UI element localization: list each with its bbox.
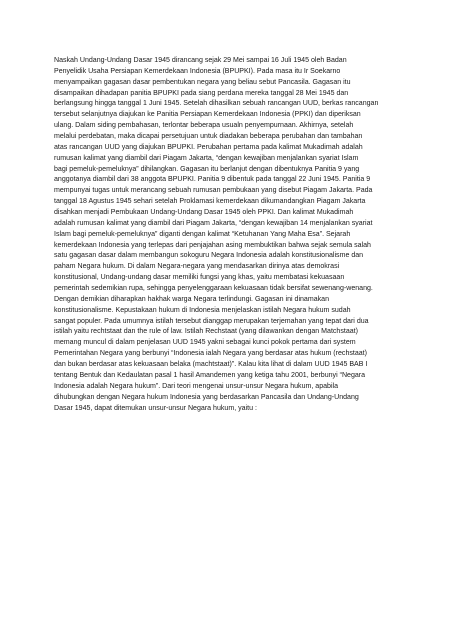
text-line: paham Negara hukum. Di dalam Negara-negara yang mendasarkan dirinya atas demokrasi	[54, 263, 340, 271]
text-line: melalui perdebatan, maka dicapai persetujuan untuk diadakan beberapa perubahan dan tambahan	[54, 133, 363, 141]
text-line: Indonesia adalah Negara hukum”. Dari teori mengenai unsur-unsur Negara hukum, apabila	[54, 382, 338, 390]
text-line: disampaikan dihadapan panitia BPUPKI pada siang perdana mereka tanggal 28 Mei 1945 dan	[54, 89, 349, 97]
text-line: tersebut selanjutnya diajukan ke Panitia Persiapan Kemerdekaan Indonesia (PPKI) dan diperiksan	[54, 111, 361, 119]
text-line: mempunyai tugas untuk merancang sebuah rumusan pembukaan yang disebut Piagam Jakarta. Pada	[54, 187, 373, 195]
text-line: Islam bagi pemeluk-pemeluknya” diganti dengan kalimat “Ketuhanan Yang Maha Esa”. Sejarah	[54, 230, 351, 238]
text-line: pemerintah sedemikian rupa, sehingga penyelenggaraan kekuasaan tidak bersifat sewenang-wenang.	[54, 285, 373, 293]
text-line: memang muncul di dalam penjelasan UUD 1945 yakni sebagai kunci pokok pertama dari system	[54, 339, 356, 347]
text-line: adalah rumusan kalimat yang diambil dari Piagam Jakarta, “dengan kewajiban 14 menjalankan syariat	[54, 219, 373, 227]
text-line: konstitusionalisme. Kepustakaan hukum di Indonesia menjelaskan istilah Negara hukum sudah	[54, 306, 351, 314]
text-line: tanggal 18 Agustus 1945 sehari setelah Proklamasi kemerdekaan dikumandangkan Piagam Jakarta	[54, 198, 366, 206]
text-line: tentang Bentuk dan Kedaulatan pasal 1 hasil Amandemen yang ketiga tahu 2001, berbunyi “Negara	[54, 371, 366, 379]
text-line: ulang. Dalam siding pembahasan, terlontar beberapa usualn penyempurnaan. Akhirnya, setelah	[54, 122, 354, 130]
text-line: konstitusional, Undang-undang dasar memiliki fungsi yang khas, yaitu membatasi kekuasaan	[54, 274, 345, 282]
text-line: dan bukan berdasar atas kekuasaan belaka (machtstaat)”. Kalau kita lihat di dalam UUD 1945 BAB I	[54, 361, 368, 369]
text-line: kemerdekaan Indonesia yang terlepas dari penjajahan asing membuktikan bahwa sejak semula salah	[54, 241, 371, 249]
text-line: Penyelidik Usaha Persiapan Kemerdekaan Indonesia (BPUPKI). Pada masa itu Ir Soekarno	[54, 67, 341, 75]
text-line: satu gagasan dasar dalam membangun sokoguru Negara Indonesia adalah konstitusionalisme dan	[54, 252, 364, 260]
text-line: rumusan kalimat yang diambil dari Piagam Jakarta, “dengan kewajiban menjalankan syariat Islam	[54, 154, 359, 162]
text-line: anggotanya diambil dari 38 anggota BPUPKI. Panitia 9 dibentuk pada tanggal 22 Juni 1945. Panitia 9	[54, 176, 371, 184]
text-line: atas rancangan UUD yang diajukan BPUPKI. Perubahan pertama pada kalimat Mukadimah adalah	[54, 143, 363, 151]
text-line: istilah yaitu rechtstaat dan the rule of law. Istilah Rechstaat (yang dilawankan dengan Matchstaat)	[54, 328, 358, 336]
text-line: Dengan demikian diharapkan hakhak warga Negara terlindungi. Gagasan ini dinamakan	[54, 295, 330, 303]
text-line: sangat populer. Pada umumnya istilah tersebut dianggap merupakan terjemahan yang tepat dari dua	[54, 317, 369, 325]
text-line: menyampaikan gagasan dasar pembentukan negara yang beliau sebut Pancasila. Gagasan itu	[54, 78, 351, 86]
text-line: berlangsung hingga tanggal 1 Juni 1945. Setelah dihasilkan sebuah rancangan UUD, berkas rancangan	[54, 100, 379, 108]
text-line: dihubungkan dengan Negara hukum Indonesia yang berdasarkan Pancasila dan Undang-Undang	[54, 393, 359, 401]
text-line: Naskah Undang-Undang Dasar 1945 dirancang sejak 29 Mei sampai 16 Juli 1945 oleh Badan	[54, 57, 347, 64]
text-line: bagi pemeluk-pemeluknya” dihilangkan. Gagasan itu berlanjut dengan dibentuknya Panitia 9 yang	[54, 165, 360, 173]
text-line: Dasar 1945, dapat ditemukan unsur-unsur Negara hukum, yaitu :	[54, 404, 257, 412]
body-paragraph	[54, 56, 404, 414]
text-line: Pemerintahan Negara yang berbunyi “Indonesia ialah Negara yang berdasar atas hukum (rechstaat)	[54, 350, 367, 358]
text-line: disahkan menjadi Pembukaan Undang-Undang Dasar 1945 oleh PPKI. Dan kalimat Mukadimah	[54, 209, 354, 217]
